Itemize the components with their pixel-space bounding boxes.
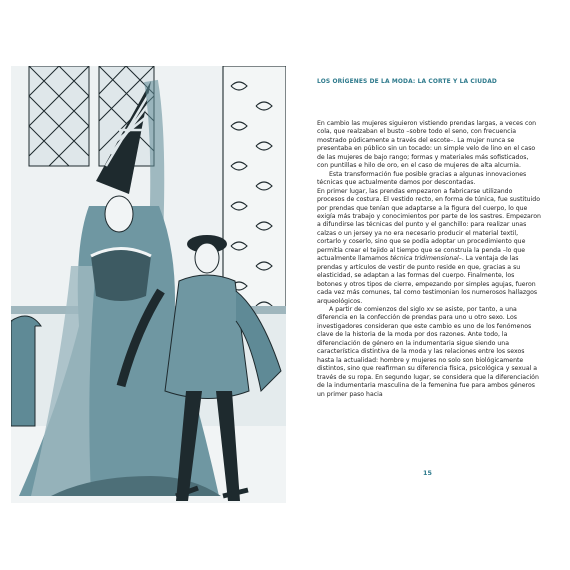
running-head: LOS ORÍGENES DE LA MODA: LA CORTE Y LA CIUDAD	[317, 79, 497, 85]
illustration-drawing	[11, 66, 286, 503]
paragraph-text: –. La ventaja de las prendas y artículos de vestir de punto reside en que, gracias a su elasticidad, se adaptan a las formas del cuerpo. Finalmente, los botones y otros tipos de cierre, empezando por simples agujas, fueron cada vez más comunes, tal como testimonian los numerosos hallazgos arqueológicos.	[317, 255, 538, 305]
body-text	[317, 120, 541, 399]
paragraph-text: En primer lugar, las prendas empezaron a fabricarse utilizando procesos de costura. El vestido recto, en forma de túnica, fue sustituido por prendas que tenían que adaptarse a la figura del cuerpo, lo que exigía más trabajo y conocimientos por parte de los sastres. Empezaron a difundirse las técnicas del punto y el ganchillo: para realizar unas calzas o un jersey ya no era necesario producir el material textil, cortarlo y coserlo, sino que se podía adoptar un procedimiento que permitía crear el tejido al tiempo que se construía la penda –lo que actualmente llamamos	[317, 187, 541, 263]
paragraph: Esta transformación fue posible gracias a algunas innovaciones técnicas que actualmente damos por descontadas.	[317, 170, 527, 187]
text-page	[317, 66, 542, 503]
italic-term: técnica tridimensional	[390, 255, 459, 263]
illustration-medieval-couple	[11, 66, 286, 503]
page-number: 15	[423, 469, 432, 477]
paragraph	[317, 188, 541, 306]
paragraph: A partir de comienzos del siglo xv se asiste, por tanto, a una diferencia en la confección de prendas para uno u otro sexo. Los investigadores consideran que este cambio es uno de los fenómenos clave de la historia de la moda por dos razones. Ante todo, la diferenciación de género en la indumentaria sigue siendo una característica distintiva de la moda y las relaciones entre los sexos hasta la actualidad: hombre y mujeres no solo son biológicamente distintos, sino que reafirman su diferencia física, psicológica y sexual a través de su ropa. En segundo lugar, se considera que la diferenciación de la indumentaria masculina de la femenina fue para ambos géneros un primer paso hacia	[317, 305, 539, 398]
paragraph: En cambio las mujeres siguieron vistiendo prendas largas, a veces con cola, que realzaban el busto –sobre todo el seno, con frecuencia mostrado púdicamente a través del escote–. La mujer nunca se presentaba en público sin un tocado: un simple velo de lino en el caso de las mujeres de bajo rango; formas y materiales más sofisticados, con puntillas e hilo de oro, en el caso de mujeres de alta alcurnia.	[317, 120, 537, 170]
